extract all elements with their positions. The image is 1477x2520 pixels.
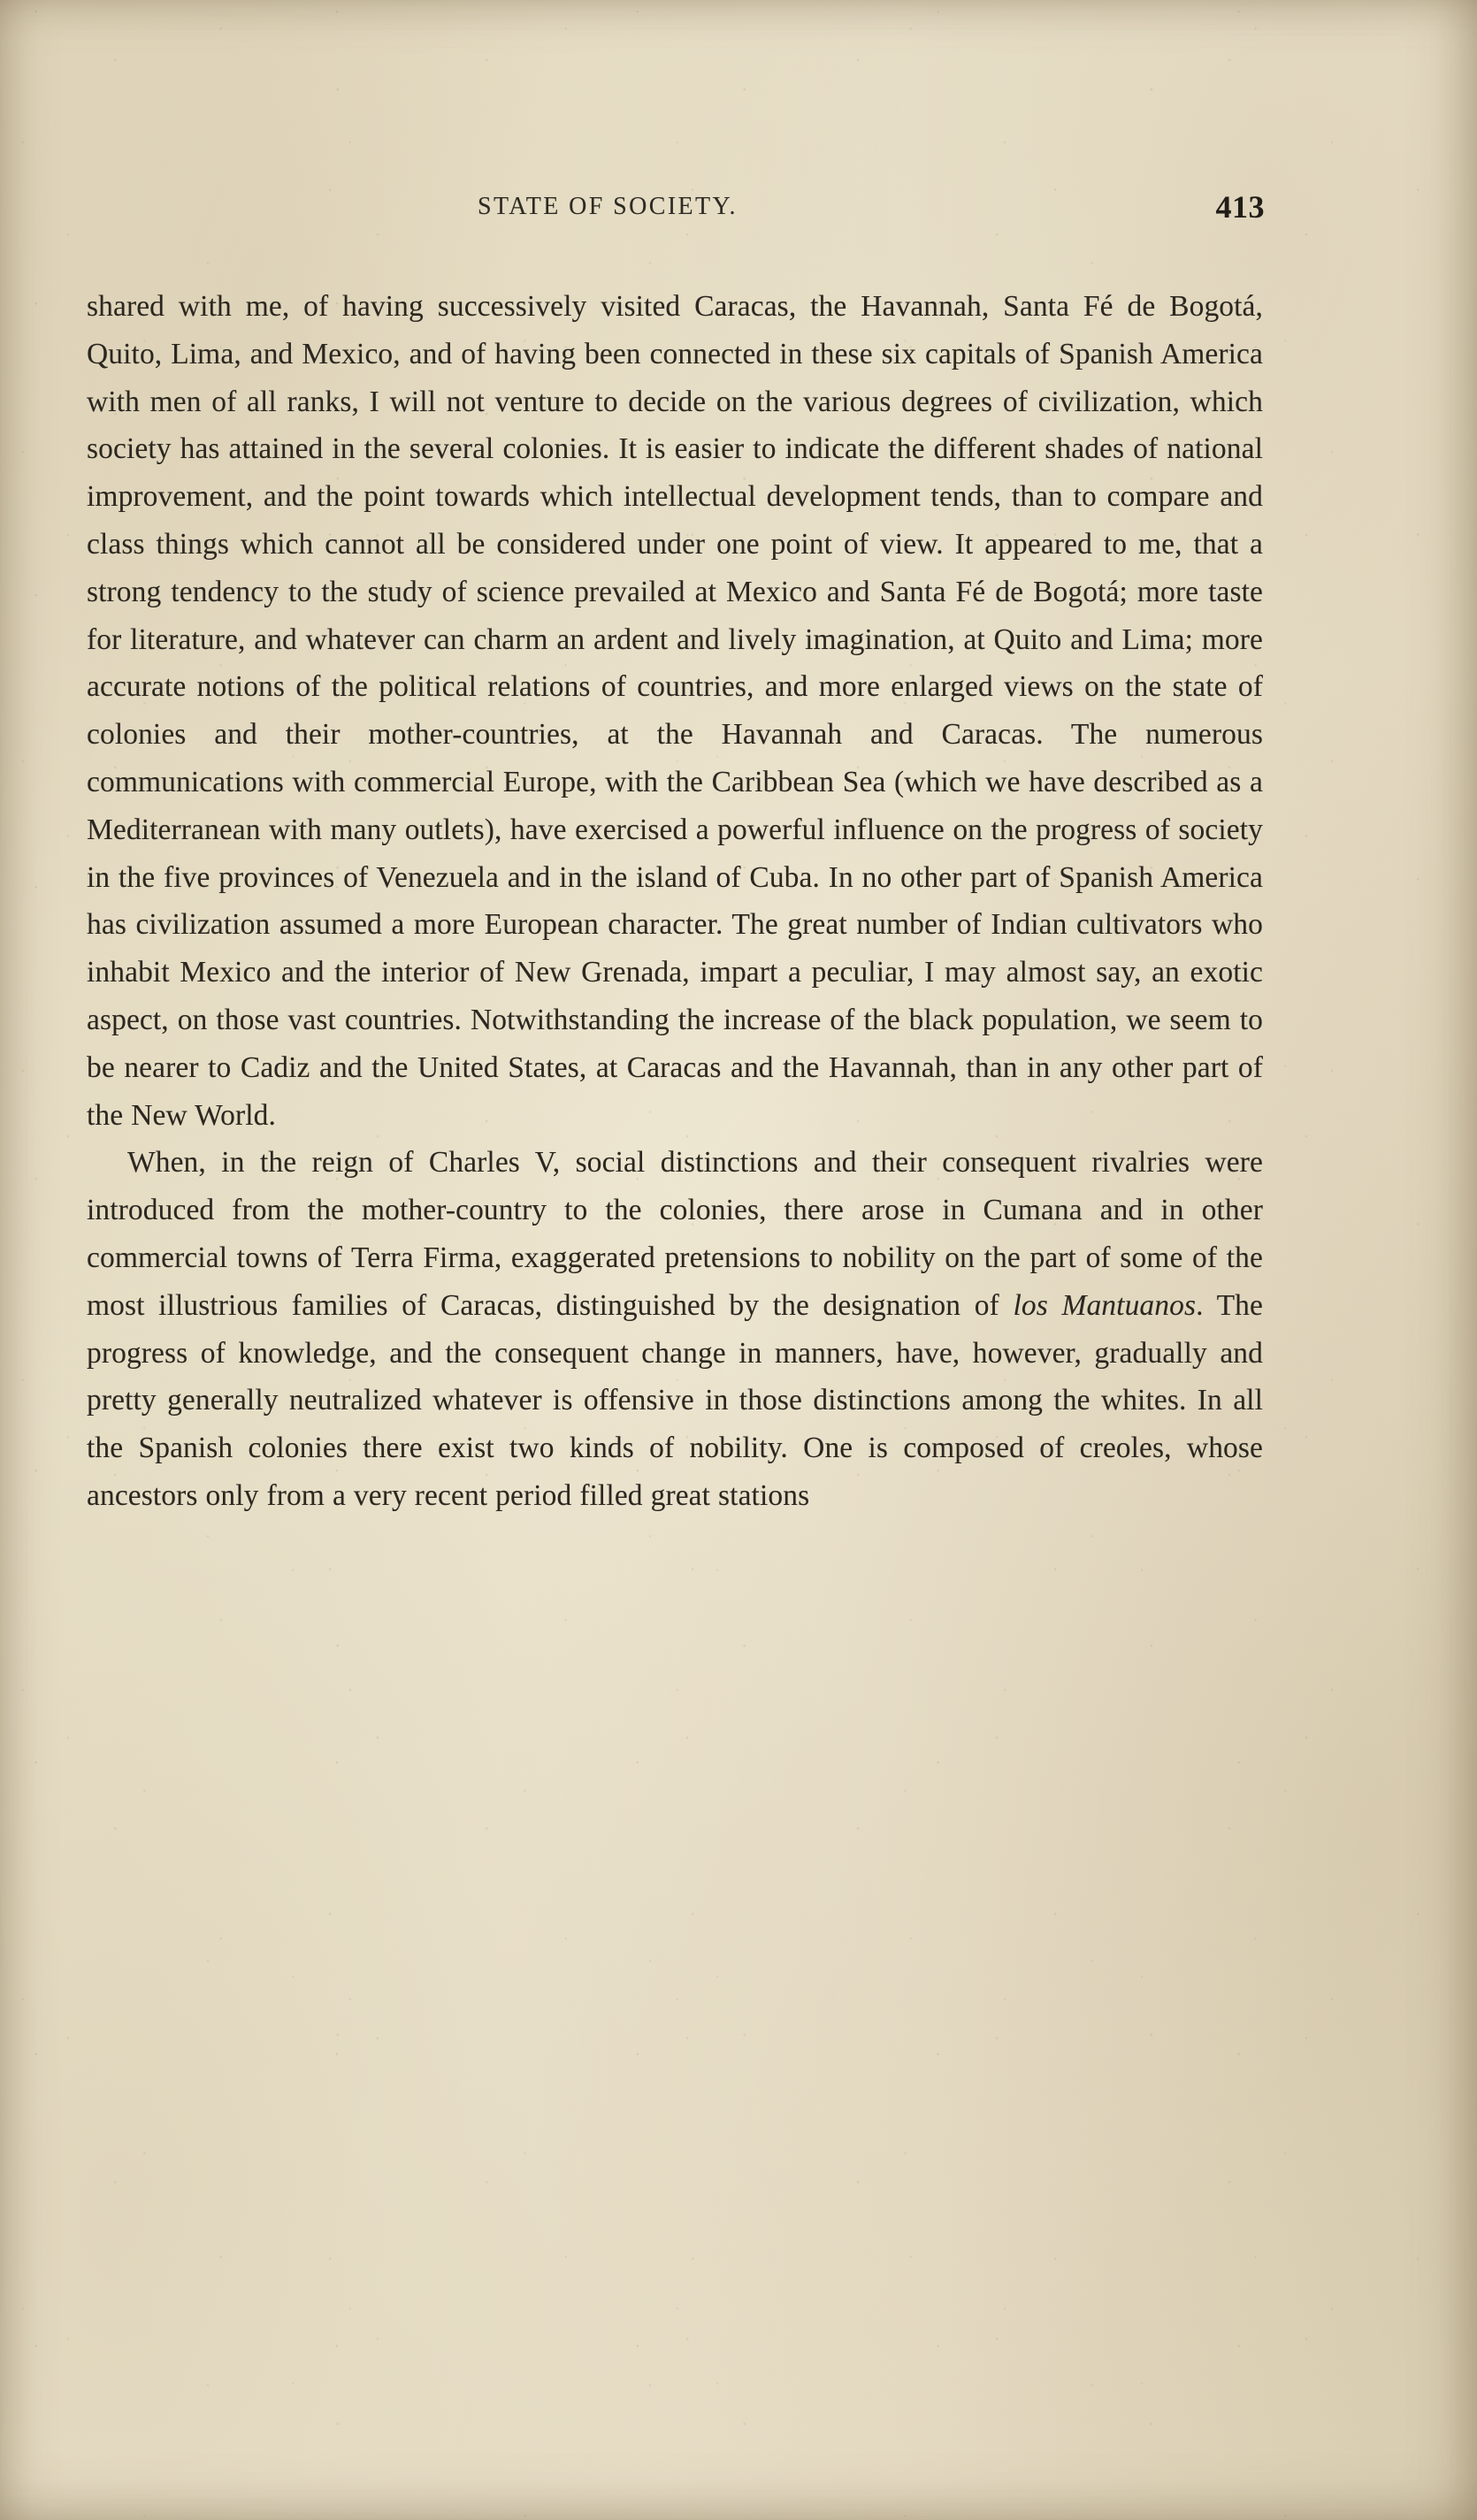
page-number: 413 <box>1215 189 1265 225</box>
paragraph-2 <box>87 1139 1263 1519</box>
paragraph-2-text-after: . The progress of knowledge, and the consequent change in manners, have, however, gradually and pretty generally neutralized whatever is offensive in those distinctions among the whites. In all the Spanish colonies there exist two kinds of nobility. One is composed of creoles, whose ancestors only from a very recent period filled great stations <box>87 1288 1263 1512</box>
running-head-title: STATE OF SOCIETY. <box>478 193 738 220</box>
paragraph-1: shared with me, of having successively visited Caracas, the Havannah, Santa Fé de Bogotá, Quito, Lima, and Mexico, and of having been connected in these six capitals of Spanish America with men of all ranks, I will not venture to decide on the various degrees of civilization, which society has attained in the several colonies. It is easier to indicate the different shades of national improvement, and the point towards which intellectual development tends, than to compare and class things which cannot all be considered under one point of view. It appeared to me, that a strong tendency to the study of science prevailed at Mexico and Santa Fé de Bogotá; more taste for literature, and whatever can charm an ardent and lively imagination, at Quito and Lima; more accurate notions of the political relations of countries, and more enlarged views on the state of colonies and their mother-countries, at the Havannah and Caracas. The numerous communications with commercial Europe, with the Caribbean Sea (which we have described as a Mediterranean with many outlets), have exercised a powerful influence on the progress of society in the five provinces of Venezuela and in the island of Cuba. In no other part of Spanish America has civilization assumed a more European character. The great number of Indian cultivators who inhabit Mexico and the interior of New Grenada, impart a peculiar, I may almost say, an exotic aspect, on those vast countries. Notwithstanding the increase of the black population, we seem to be nearer to Cadiz and the United States, at Caracas and the Havannah, than in any other part of the New World. <box>87 290 1263 1132</box>
paragraph-2-text-before: When, in the reign of Charles V, social distinctions and their consequent rivalries were introduced from the mother-country to the colonies, there arose in Cumana and in other commercial towns of Terra Firma, exaggerated pretensions to nobility on the part of some of the most illustrious families of Caracas, distinguished by the designation of <box>87 1146 1263 1322</box>
paragraph-2-italic-term: los Mantuanos <box>1013 1288 1197 1322</box>
body-text-block <box>87 283 1263 1520</box>
running-head <box>88 189 1389 233</box>
